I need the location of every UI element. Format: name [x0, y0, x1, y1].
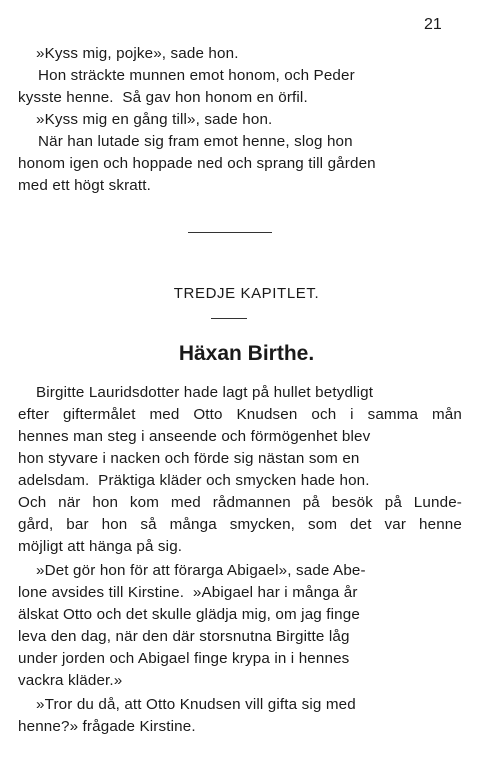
text-line: vackra kläder.»: [18, 672, 123, 689]
text-line: hennes man steg i anseende och förmögenhet blev: [18, 428, 371, 445]
text-line: »Tror du då, att Otto Knudsen vill gifta sig med: [36, 696, 356, 713]
heading-divider: [211, 318, 247, 319]
text-line: med ett högt skratt.: [18, 177, 151, 194]
text-line: under jorden och Abigael finge krypa in i hennes: [18, 650, 350, 667]
text-line: hon styvare i nacken och förde sig nästan som en: [18, 450, 360, 467]
text-line: »Kyss mig en gång till», sade hon.: [36, 111, 273, 128]
text-line: Och när hon kom med rådmannen på besök på Lunde-: [18, 494, 462, 511]
text-line: kysste henne. Så gav hon honom en örfil.: [18, 89, 308, 106]
page-number: 21: [424, 16, 442, 33]
text-line: När han lutade sig fram emot henne, slog hon: [38, 133, 353, 150]
text-line: efter giftermålet med Otto Knudsen och i samma mån: [18, 406, 462, 423]
text-line: henne?» frågade Kirstine.: [18, 718, 196, 735]
text-line: möjligt att hänga på sig.: [18, 538, 183, 555]
chapter-title: Häxan Birthe.: [178, 342, 315, 365]
text-line: gård, bar hon så många smycken, som det var henne: [18, 516, 462, 533]
text-line: »Kyss mig, pojke», sade hon.: [36, 45, 239, 62]
text-line: älskat Otto och det skulle glädja mig, om jag finge: [18, 606, 360, 623]
text-line: leva den dag, när den där storsnutna Birgitte låg: [18, 628, 350, 645]
chapter-heading: TREDJE KAPITLET.: [173, 285, 320, 302]
text-line: Hon sträckte munnen emot honom, och Peder: [38, 67, 355, 84]
text-line: adelsdam. Präktiga kläder och smycken hade hon.: [18, 472, 370, 489]
text-line: Birgitte Lauridsdotter hade lagt på hullet betydligt: [36, 384, 374, 401]
text-line: »Det gör hon för att förarga Abigael», sade Abe-: [36, 562, 366, 579]
text-line: honom igen och hoppade ned och sprang till gården: [18, 155, 376, 172]
text-line: lone avsides till Kirstine. »Abigael har i många år: [18, 584, 358, 601]
section-divider: [188, 232, 272, 233]
